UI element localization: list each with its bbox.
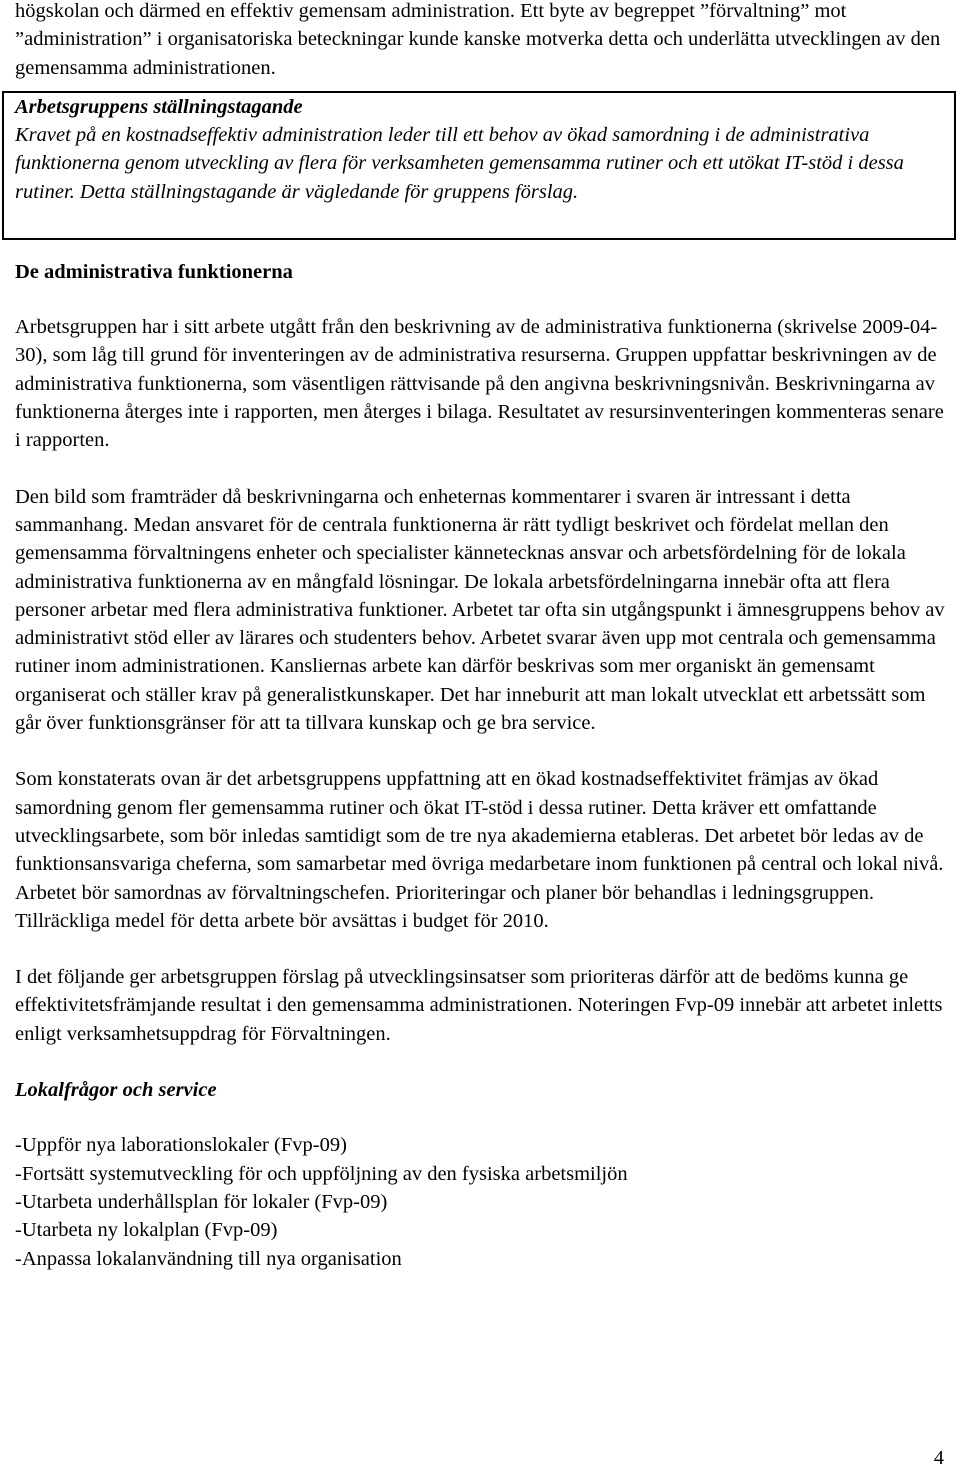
section-heading-administrative-functions: De administrativa funktionerna xyxy=(15,260,293,283)
box-heading: Arbetsgruppens ställningstagande xyxy=(15,95,303,118)
position-statement-box xyxy=(2,91,956,240)
premises-list xyxy=(15,1131,945,1272)
list-item: -Uppför nya laborationslokaler (Fvp-09) xyxy=(15,1134,347,1157)
paragraph: I det följande ger arbetsgruppen förslag på utvecklingsinsatser som prioriteras därför att de bedöms kunna ge effektivitetsfrämjande resultat i den gemensamma administrationen. Noteringen Fvp-09 innebär att arbetet inletts enligt verksamhetsuppdrag för Förvaltningen. xyxy=(15,966,943,1045)
list-item: -Anpassa lokalanvändning till nya organisation xyxy=(15,1247,402,1270)
intro-paragraph: högskolan och därmed en effektiv gemensam administration. Ett byte av begreppet ”förvaltning” mot ”administration” i organisatoriska beteckningar kunde kanske motverka detta och underlätta utvecklingen av den gemensamma administrationen. xyxy=(15,0,941,79)
section-heading-premises-and-service: Lokalfrågor och service xyxy=(15,1079,217,1102)
list-item: -Utarbeta ny lokalplan (Fvp-09) xyxy=(15,1219,278,1242)
list-item: -Utarbeta underhållsplan för lokaler (Fvp-09) xyxy=(15,1190,388,1213)
box-text: Kravet på en kostnadseffektiv administration leder till ett behov av ökad samordning i de administrativa funktionerna genom utveckling av flera för verksamheten gemensamma rutiner och ett utökat IT-stöd i dessa rutiner. Detta ställningstagande är vägledande för gruppens förslag. xyxy=(15,124,904,203)
paragraph: Den bild som framträder då beskrivningarna och enheternas kommentarer i svaren är intressant i detta sammanhang. Medan ansvaret för de centrala funktionerna är rätt tydligt beskrivet och fördelat mellan den gemensamma förvaltningens enheter och specialister kännetecknas ansvar och arbetsfördelning för de lokala administrativa funktionerna av en mångfald lösningar. De lokala arbetsfördelningarna innebär ofta att flera personer arbetar med flera administrativa funktioner. Arbetet tar ofta sin utgångspunkt i ämnesgruppens behov av administrativt stöd eller av lärares och studenters behov. Arbetet svarar även upp mot centrala och gemensamma rutiner inom administrationen. Kansliernas arbete kan därför beskrivas som mer organiskt än gemensamt organiserat och ställer krav på generalistkunskaper. Det har inneburit att man lokalt utvecklat ett arbetssätt som går över funktionsgränser för att ta tillvara kunskap och ge bra service. xyxy=(15,485,945,735)
paragraph: Arbetsgruppen har i sitt arbete utgått från den beskrivning av de administrativa funktionerna (skrivelse 2009-04-30), som låg till grund för inventeringen av de administrativa resurserna. Gruppen uppfattar beskrivningen av de administrativa funktionerna, som väsentligen rättvisande på den angivna beskrivningsnivån. Beskrivningarna av funktionerna återges inte i rapporten, men återges i bilaga. Resultatet av resursinventeringen kommenteras senare i rapporten. xyxy=(15,316,944,452)
document-page xyxy=(15,0,945,1273)
list-item: -Fortsätt systemutveckling för och uppföljning av den fysiska arbetsmiljön xyxy=(15,1162,628,1185)
paragraph: Som konstaterats ovan är det arbetsgruppens uppfattning att en ökad kostnadseffektivitet främjas av ökad samordning genom fler gemensamma rutiner och ökat IT-stöd i dessa rutiner. Detta kräver ett omfattande utvecklingsarbete, som bör inledas samtidigt som de tre nya akademierna etableras. Det arbetet bör ledas av de funktionsansvariga cheferna, som samarbetar med övriga medarbetare inom funktionen på central och lokal nivå. Arbetet bör samordnas av förvaltningschefen. Prioriteringar och planer bör behandlas i ledningsgruppen. Tillräckliga medel för detta arbete bör avsättas i budget för 2010. xyxy=(15,768,944,932)
page-number: 4 xyxy=(933,1447,944,1469)
